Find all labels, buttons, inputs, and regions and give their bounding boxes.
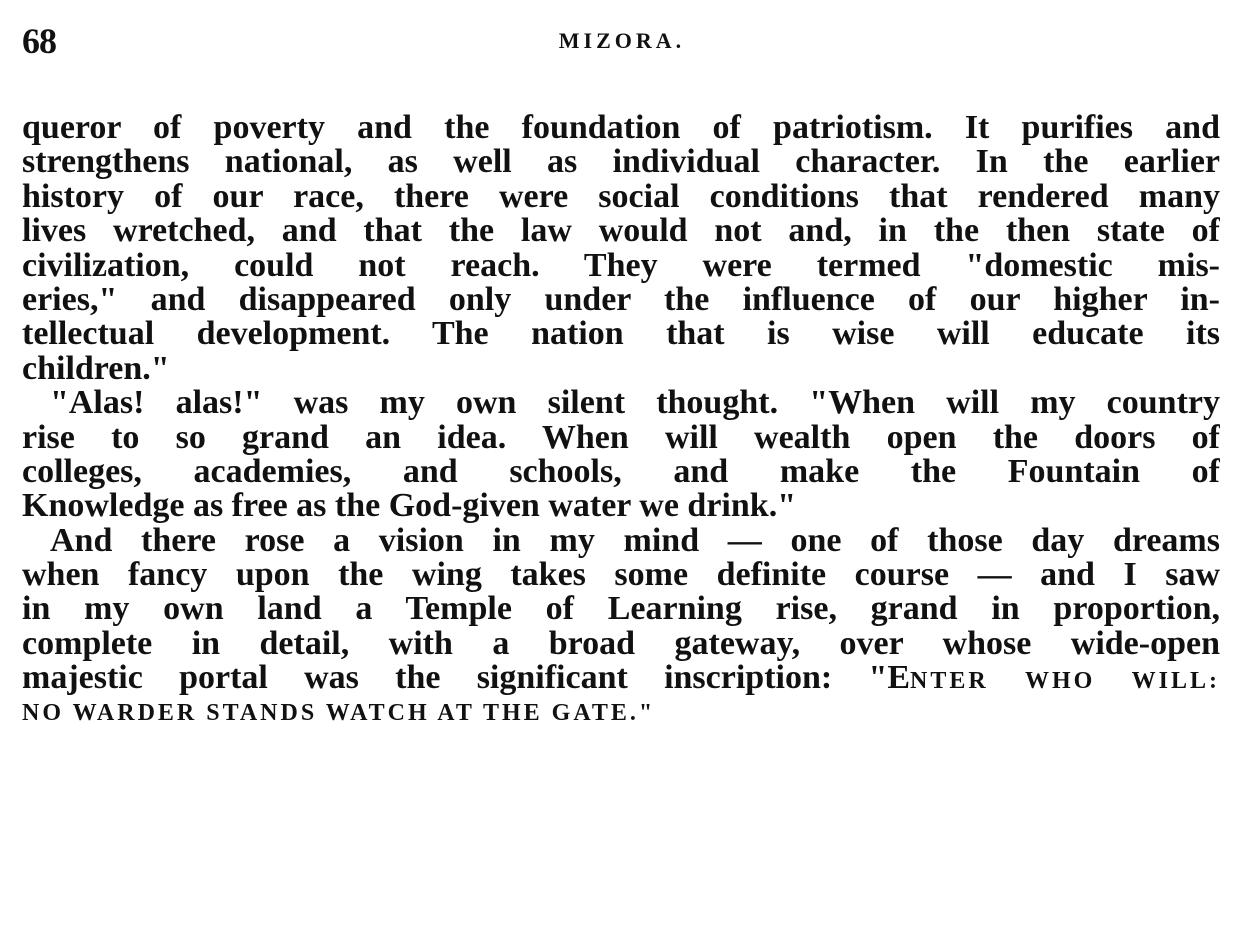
text-line: complete in detail, with a broad gateway, over whose wide-open [22, 626, 1220, 662]
text-line: children." [22, 351, 170, 387]
inscription-line: NO WARDER STANDS WATCH AT THE GATE." [22, 699, 656, 726]
text-line: And there rose a vision in my mind — one of those day dreams [50, 523, 1220, 559]
text-line: queror of poverty and the foundation of patriotism. It purifies and [22, 111, 1220, 146]
text-line: civilization, could not reach. They were termed "domestic mis- [22, 248, 1220, 283]
text-line: Knowledge as free as the God-given water we drink." [22, 489, 797, 524]
page-header [22, 16, 1222, 66]
text-line: strengthens national, as well as individual character. In the earlier [22, 145, 1220, 180]
text-line: when fancy upon the wing takes some definite course — and I saw [22, 558, 1220, 593]
paragraph [22, 524, 1220, 730]
inscription-text [887, 661, 1220, 695]
page-number: 68 [22, 21, 56, 61]
running-title: MIZORA. [558, 28, 686, 53]
text-line: in my own land a Temple of Learning rise, grand in proportion, [22, 592, 1220, 627]
text-line [22, 661, 1220, 695]
paragraph [22, 111, 1220, 386]
text-line: tellectual development. The nation that is wise will educate its [22, 317, 1220, 352]
text-line: rise to so grand an idea. When will wealth open the doors of [22, 420, 1220, 455]
inscription-rest: NTER WHO WILL: [910, 668, 1220, 695]
text-line: eries," and disappeared only under the influence of our higher in- [22, 282, 1220, 318]
body-text [22, 111, 1220, 730]
text-line: history of our race, there were social conditions that rendered many [22, 179, 1220, 215]
paragraph [22, 386, 1220, 524]
text-segment: majestic portal was the significant inscription: " [22, 661, 888, 696]
inscription-initial: E [887, 661, 911, 696]
text-line: colleges, academies, and schools, and make the Fountain of [22, 454, 1220, 490]
text-line: "Alas! alas!" was my own silent thought. "When will my country [50, 386, 1220, 421]
text-line: lives wretched, and that the law would not and, in the then state of [22, 214, 1220, 249]
